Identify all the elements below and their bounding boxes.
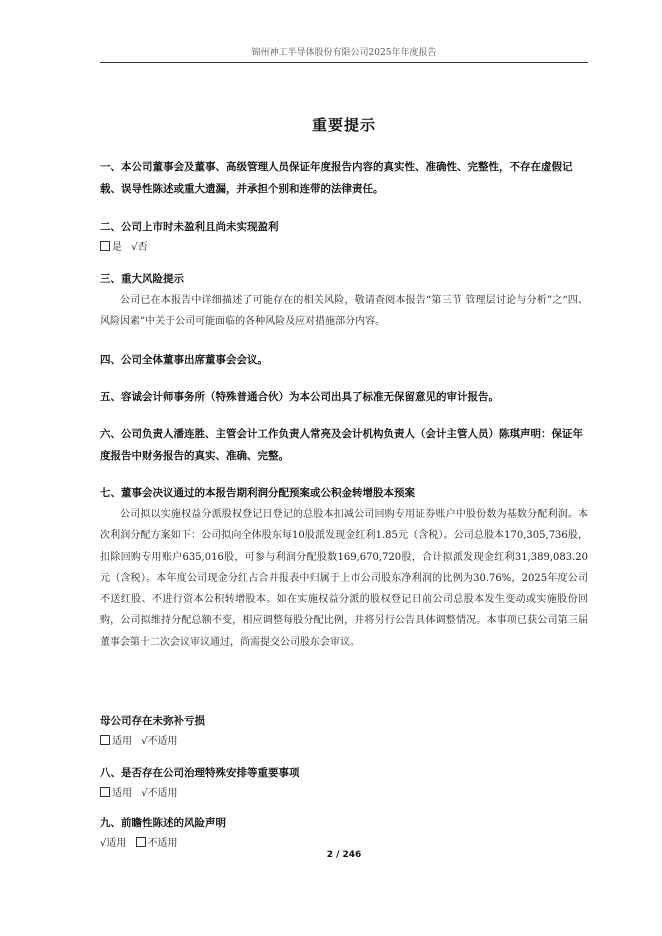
option-no: √否: [131, 242, 148, 253]
section-2-heading: 二、公司上市时未盈利且尚未实现盈利: [100, 221, 279, 233]
option-not-applicable: √不适用: [141, 736, 178, 747]
option-applicable: √适用: [100, 838, 127, 849]
section-3: [100, 268, 588, 333]
empty-checkbox-icon: [100, 735, 110, 745]
option-not-applicable: √不适用: [141, 788, 178, 799]
section-1: [100, 156, 588, 200]
option-applicable: 适用: [100, 788, 132, 799]
section-4: [100, 349, 588, 371]
section-8-options: [100, 784, 588, 804]
empty-checkbox-icon: [100, 241, 110, 251]
section-parent-loss: [100, 710, 588, 752]
section-2-options: [100, 238, 588, 258]
page-title: 重要提示: [311, 116, 376, 134]
section-2: [100, 216, 588, 258]
section-8-heading: 八、是否存在公司治理特殊安排等重要事项: [100, 767, 300, 779]
section-7-body: 公司拟以实施权益分派股权登记日登记的总股本扣减公司回购专用证券账户中股份数为基数分配利润。本次利润分配方案如下：公司拟向全体股东每10股派发现金红利1.85元（含税）。公司总股本170,305,736股，扣除回购专用账户635,016股，可参与利润分配股数169,670,720股，合计拟派发现金红利31,389,083.20元（含税）。本年度公司现金分红占合并报表中归属于上市公司股东净利润的比例为30.76%，2025年度公司不送红股、不进行资本公积转增股本。如在实施权益分派的股权登记日前公司总股本发生变动或实施股份回购，公司拟维持分配总额不变，相应调整每股分配比例，并将另行公告具体调整情况。本事项已获公司第三届董事会第十二次会议审议通过，尚需提交公司股东会审议。: [100, 509, 588, 648]
check-mark-icon: √: [141, 788, 148, 799]
section-6-text: 六、公司负责人潘连胜、主管会计工作负责人常亮及会计机构负责人（会计主管人员）陈琪声明：保证年度报告中财务报告的真实、准确、完整。: [100, 428, 583, 462]
option-applicable: 适用: [100, 736, 132, 747]
section-5-text: 五、容诚会计师事务所（特殊普通合伙）为本公司出具了标准无保留意见的审计报告。: [100, 391, 499, 403]
empty-checkbox-icon: [136, 837, 146, 847]
section-5: [100, 386, 588, 408]
check-mark-icon: √: [131, 242, 138, 253]
section-parent-heading: 母公司存在未弥补亏损: [100, 715, 205, 727]
section-1-text: 一、本公司董事会及董事、高级管理人员保证年度报告内容的真实性、准确性、完整性，不存在虚假记载、误导性陈述或重大遗漏，并承担个别和连带的法律责任。: [100, 161, 573, 195]
section-7: [100, 482, 588, 653]
section-9-heading: 九、前瞻性陈述的风险声明: [100, 817, 226, 829]
section-7-heading: 七、董事会决议通过的本报告期利润分配预案或公积金转增股本预案: [100, 487, 415, 499]
section-6: [100, 423, 588, 467]
empty-checkbox-icon: [100, 787, 110, 797]
section-3-body: 公司已在本报告中详细描述了可能存在的相关风险，敬请查阅本报告“第三节 管理层讨论与分析”之“四、风险因素”中关于公司可能面临的各种风险及应对措施部分内容。: [100, 295, 588, 328]
header-divider: [100, 62, 588, 63]
running-header: 锦州神工半导体股份有限公司2025年年度报告: [251, 48, 437, 58]
section-8: [100, 762, 588, 804]
page-number: 2 / 246: [326, 850, 362, 860]
section-parent-options: [100, 732, 588, 752]
option-not-applicable: 不适用: [136, 838, 178, 849]
check-mark-icon: √: [141, 736, 148, 747]
section-9: [100, 812, 588, 854]
section-3-heading: 三、重大风险提示: [100, 273, 184, 285]
check-mark-icon: √: [100, 838, 107, 849]
section-4-text: 四、公司全体董事出席董事会会议。: [100, 354, 268, 366]
option-yes: 是: [100, 242, 122, 253]
